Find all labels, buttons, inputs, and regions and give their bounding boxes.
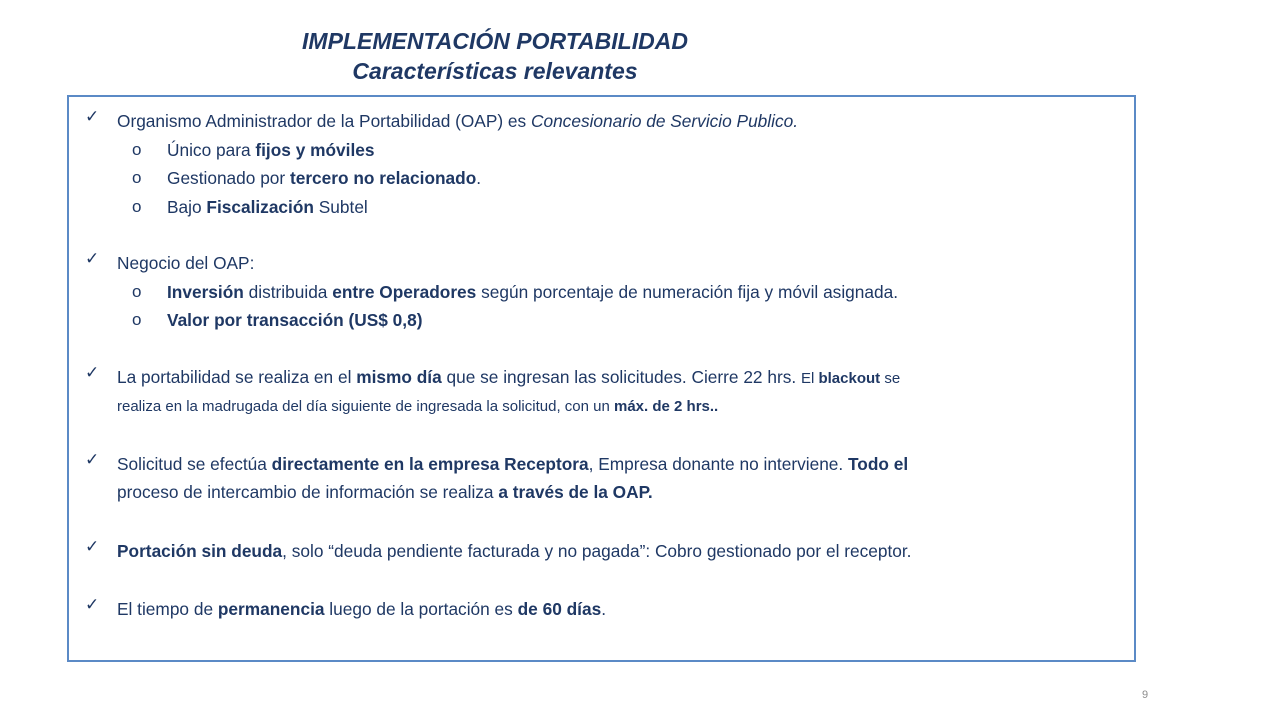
bullet-permanencia-text — [117, 595, 1124, 624]
sub-bullet-fiscalizacion — [117, 193, 1124, 222]
text-run: Subtel — [313, 196, 368, 217]
slide-title — [200, 26, 790, 86]
text-run-bold: Fiscalización — [206, 196, 314, 217]
text-run-bold: mismo día — [356, 366, 442, 387]
text-run: luego de la portación es — [324, 599, 518, 619]
text-run-bold: Valor por transacción (US$ 0,8) — [167, 310, 423, 330]
text-run-bold-small: blackout — [818, 369, 881, 387]
check-icon: ✓ — [85, 536, 100, 556]
check-icon: ✓ — [85, 249, 100, 268]
check-icon: ✓ — [85, 362, 100, 382]
bullet-mismo-dia-line-2 — [117, 393, 1124, 422]
text-run: según porcentaje de numeración fija y móvil asignada. — [476, 281, 899, 302]
text-run-small: El — [800, 369, 819, 387]
bullet-permanencia — [79, 595, 1124, 624]
circle-bullet-icon: o — [132, 281, 142, 301]
text-run-bold: Todo el — [848, 453, 909, 474]
text-run-bold: Portación sin deuda — [117, 540, 283, 561]
spacer — [79, 422, 1124, 450]
spacer — [79, 221, 1124, 249]
text-run: , Empresa donante no interviene. — [588, 453, 849, 474]
page-number: 9 — [1142, 689, 1149, 701]
text-run: distribuida — [243, 281, 333, 302]
bullet-negocio — [79, 249, 1124, 335]
text-run-bold: tercero no relacionado — [289, 168, 477, 188]
text-run-bold-small: máx. de 2 hrs.. — [614, 398, 719, 415]
text-run-bold: de 60 días — [517, 599, 602, 619]
sub-bullet-inversion — [117, 278, 1124, 307]
content-box — [67, 95, 1136, 662]
title-line-2: Características relevantes — [352, 58, 638, 84]
text-run: Organismo Administrador de la Portabilidad (OAP) es — [117, 111, 531, 131]
text-run: proceso de intercambio de información se realiza — [117, 482, 499, 502]
text-run: La portabilidad se realiza en el — [117, 366, 357, 387]
text-run: Solicitud se efectúa — [117, 453, 272, 474]
circle-bullet-icon: o — [132, 139, 142, 159]
text-run: Bajo — [167, 196, 207, 217]
bullet-oap — [79, 107, 1124, 221]
bullet-solicitud-line-2 — [117, 478, 1124, 507]
circle-bullet-icon: o — [132, 168, 142, 187]
spacer — [79, 335, 1124, 363]
sub-bullet-valor — [117, 306, 1124, 335]
text-run: , solo “deuda pendiente facturada y no pagada”: Cobro gestionado por el receptor. — [282, 540, 912, 561]
text-run-small: realiza en la madrugada del día siguiente de ingresada la solicitud, con un — [117, 398, 614, 415]
check-icon: ✓ — [85, 449, 100, 469]
spacer — [79, 507, 1124, 537]
check-icon: ✓ — [85, 107, 100, 126]
text-run: que se ingresan las solicitudes. Cierre 22 hrs. — [441, 366, 801, 387]
text-run: Único para — [167, 139, 256, 160]
check-icon: ✓ — [85, 595, 100, 614]
sub-bullet-fijos-moviles — [117, 136, 1124, 165]
sub-bullet-tercero — [117, 164, 1124, 193]
bullet-portacion-deuda — [79, 537, 1124, 566]
text-run-bold: Inversión — [167, 281, 244, 302]
text-run-bold: entre Operadores — [332, 281, 477, 302]
text-run: El tiempo de — [117, 599, 218, 619]
bullet-oap-text — [117, 107, 1124, 136]
title-line-1: IMPLEMENTACIÓN PORTABILIDAD — [302, 28, 688, 54]
circle-bullet-icon: o — [132, 196, 142, 216]
bullet-list — [79, 107, 1124, 624]
bullet-mismo-dia — [79, 363, 1124, 422]
text-run: . — [601, 599, 606, 619]
bullet-solicitud — [79, 450, 1124, 507]
text-run-small: se — [880, 369, 901, 387]
bullet-solicitud-line-1 — [117, 450, 1124, 479]
text-run-bold: permanencia — [217, 599, 325, 619]
text-run: Gestionado por — [167, 168, 290, 188]
text-run: . — [476, 168, 482, 188]
spacer — [79, 565, 1124, 595]
bullet-mismo-dia-line-1 — [117, 363, 1124, 394]
bullet-portacion-deuda-text — [117, 537, 1124, 566]
text-run-bold: fijos y móviles — [255, 139, 375, 160]
text-run-bold: a través de la OAP. — [498, 482, 653, 502]
bullet-negocio-text: Negocio del OAP: — [117, 253, 255, 273]
text-run-italic: Concesionario de Servicio Publico. — [530, 111, 799, 131]
circle-bullet-icon: o — [132, 310, 142, 329]
text-run-bold: directamente en la empresa Receptora — [271, 453, 589, 474]
